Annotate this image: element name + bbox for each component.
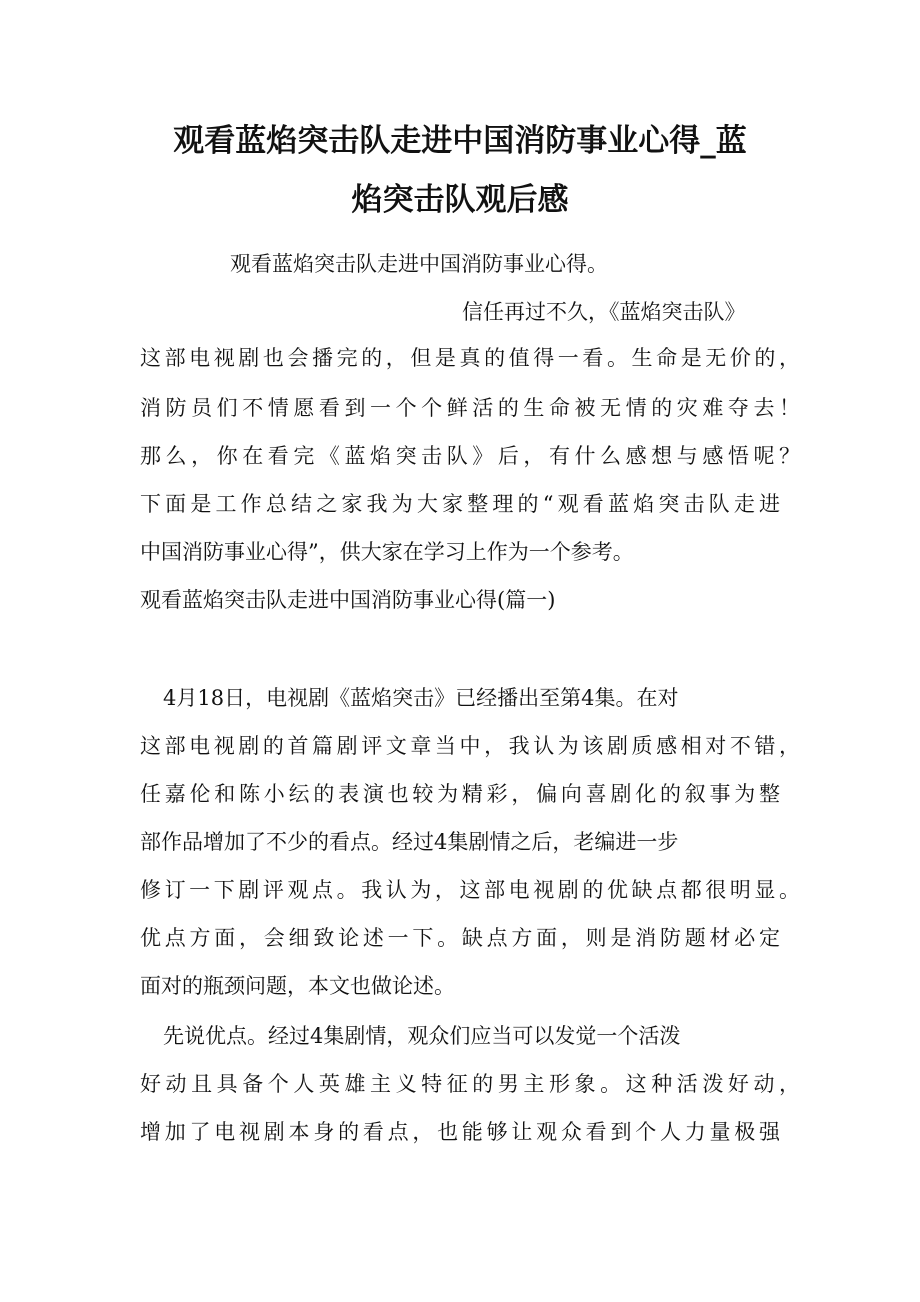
document-title-line-1: 观看蓝焰突击队走进中国消防事业心得_蓝 — [173, 123, 747, 159]
body-line: 中国消防事业心得”，供大家在学习上作为一个参考。 — [140, 540, 634, 564]
body-line: 面对的瓶颈问题，本文也做论述。 — [140, 974, 455, 998]
body-line: 那么，你在看完《蓝焰突击队》后，有什么感想与感悟呢？ — [140, 444, 800, 468]
body-line: 部作品增加了不少的看点。经过4集剧情之后，老编进一步 — [140, 830, 679, 854]
intro-line: 观看蓝焰突击队走进中国消防事业心得。 — [230, 252, 608, 276]
body-line: 这部电视剧也会播完的，但是真的值得一看。生命是无价的， — [140, 346, 800, 370]
body-line: 消防员们不情愿看到一个个鲜活的生命被无情的灾难夺去！ — [140, 396, 800, 420]
body-line: 任嘉伦和陈小纭的表演也较为精彩，偏向喜剧化的叙事为整 — [140, 782, 780, 806]
body-line: 这部电视剧的首篇剧评文章当中，我认为该剧质感相对不错， — [140, 734, 800, 758]
body-line: 优点方面，会细致论述一下。缺点方面，则是消防题材必定 — [140, 926, 780, 950]
document-title-line-2: 焰突击队观后感 — [351, 182, 569, 218]
body-line: 下面是工作总结之家我为大家整理的“观看蓝焰突击队走进 — [140, 492, 780, 516]
body-line: 先说优点。经过4集剧情，观众们应当可以发觉一个活泼 — [163, 1024, 681, 1048]
body-line: 4月18日，电视剧《蓝焰突击》已经播出至第4集。在对 — [163, 686, 679, 710]
body-line: 信任再过不久，《蓝焰突击队》 — [462, 300, 746, 324]
body-line: 好动且具备个人英雄主义特征的男主形象。这种活泼好动， — [140, 1072, 800, 1096]
section-heading: 观看蓝焰突击队走进中国消防事业心得(篇一) — [140, 588, 556, 612]
body-line: 修订一下剧评观点。我认为，这部电视剧的优缺点都很明显。 — [140, 878, 800, 902]
body-line: 增加了电视剧本身的看点，也能够让观众看到个人力量极强 — [140, 1120, 780, 1144]
